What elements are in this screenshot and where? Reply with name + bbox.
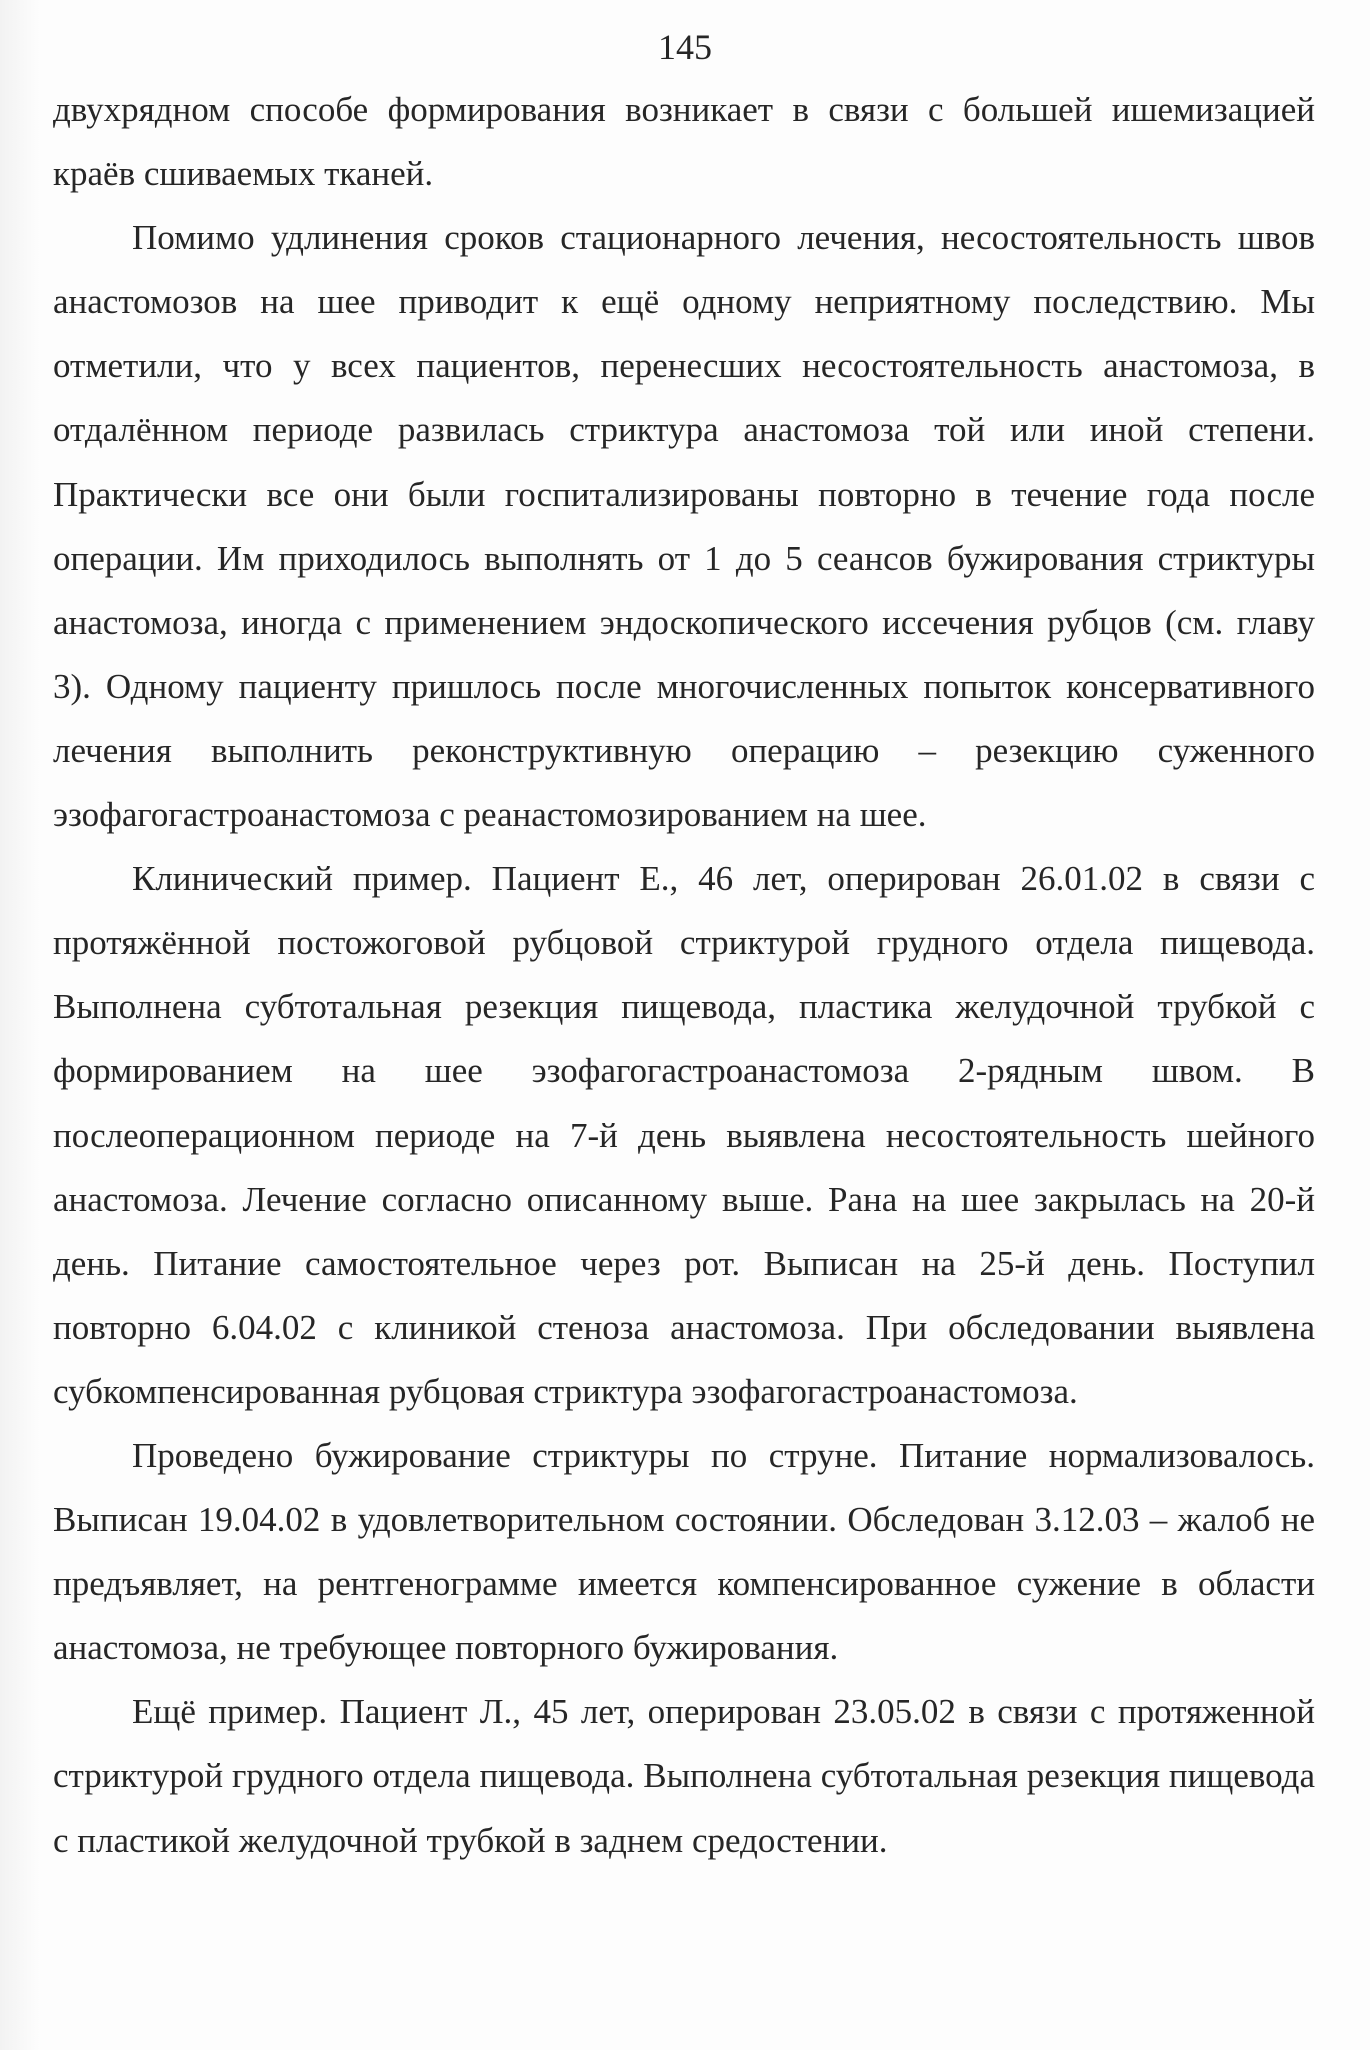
paragraph-clinical-example: Клинический пример. Пациент Е., 46 лет, оперирован 26.01.02 в связи с протяжённой постожоговой рубцовой стриктурой грудного отдела пищевода. Выполнена субтотальная резекция пищевода, пластика желудочной трубкой с формированием на шее эзофагогастроанастомоза 2-рядным швом. В послеоперационном периоде на 7-й день выявлена несостоятельность шейного анастомоза. Лечение согласно описанному выше. Рана на шее закрылась на 20-й день. Питание самостоятельное через рот. Выписан на 25-й день. Поступил повторно 6.04.02 с клиникой стеноза анастомоза. При обследовании выявлена субкомпенсированная рубцовая стриктура эзофагогастроанастомоза. [53,859,1315,1411]
paragraph-another-example: Ещё пример. Пациент Л., 45 лет, оперирован 23.05.02 в связи с протяженной стриктурой грудного отдела пищевода. Выполнена субтотальная резекция пищевода с пластикой желудочной трубкой в заднем средостении. [53,1692,1315,1860]
paragraph-consequences: Помимо удлинения сроков стационарного лечения, несостоятельность швов анастомозов на шее приводит к ещё одному неприятному последствию. Мы отметили, что у всех пациентов, перенесших несостоятельность анастомоза, в отдалённом периоде развилась стриктура анастомоза той или иной степени. Практически все они были госпитализированы повторно в течение года после операции. Им приходилось выполнять от 1 до 5 сеансов бужирования стриктуры анастомоза, иногда с применением эндоскопического иссечения рубцов (см. главу 3). Одному пациенту пришлось после многочисленных попыток консервативного лечения выполнить реконструктивную операцию – резекцию суженного эзофагогастроанастомоза с реанастомозированием на шее. [53,218,1315,835]
paragraph-bougienage: Проведено бужирование стриктуры по струне. Питание нормализовалось. Выписан 19.04.02 в удовлетворительном состоянии. Обследован 3.12.03 – жалоб не предъявляет, на рентгенограмме имеется компенсированное сужение в области анастомоза, не требующее повторного бужирования. [53,1435,1315,1668]
paragraph-continuation: двухрядном способе формирования возникает в связи с большей ишемизацией краёв сшиваемых тканей. [53,90,1315,194]
scan-edge-shadow [0,0,40,2050]
page-number: 145 [658,27,712,67]
document-body [53,78,1315,1873]
